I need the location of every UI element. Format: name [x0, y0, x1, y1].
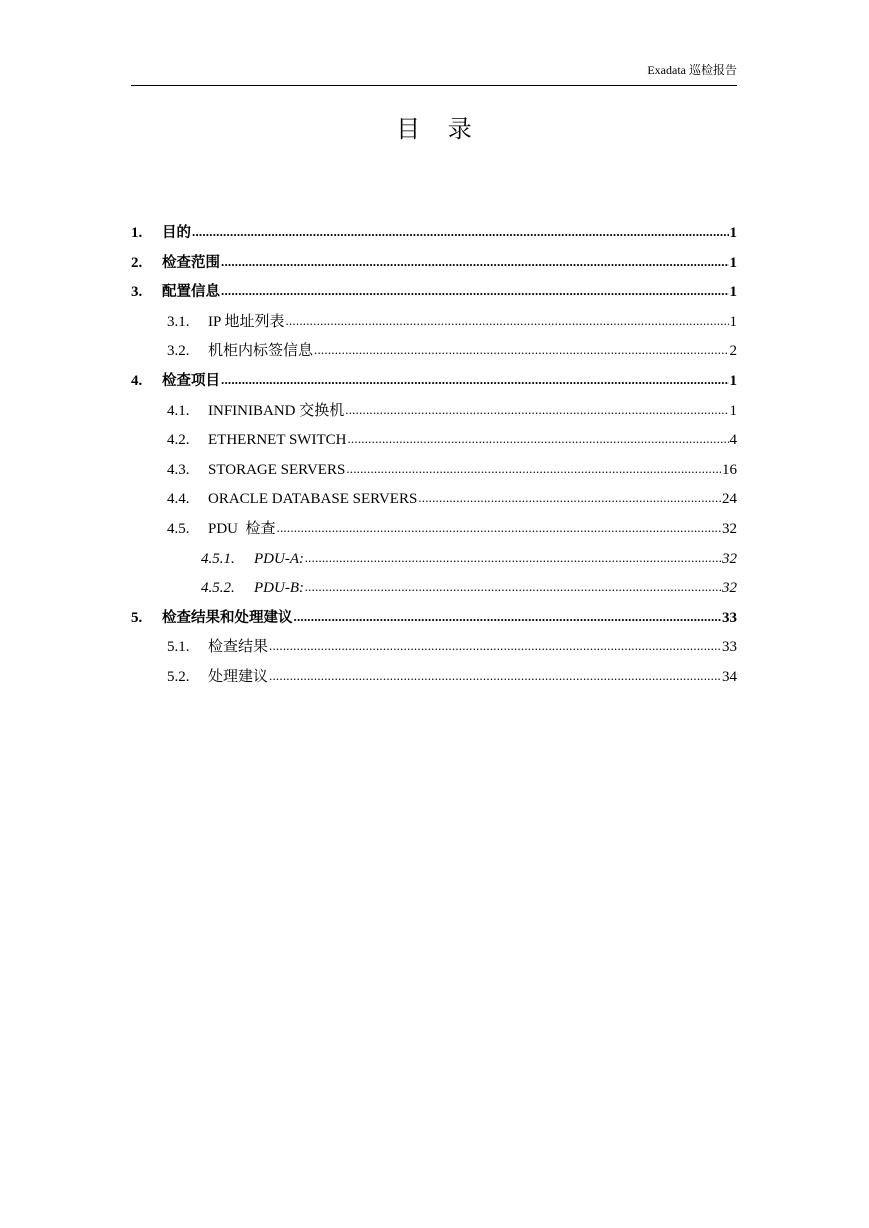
- toc-entry-number: 3.: [131, 284, 143, 301]
- toc-entry-number: 3.1.: [167, 313, 190, 330]
- toc-entry-label: 检查范围: [162, 254, 220, 271]
- toc-entry-label: 配置信息: [162, 284, 220, 301]
- toc-entry-page: 34: [722, 668, 737, 685]
- toc-entry-page: 32: [722, 550, 737, 567]
- toc-entry-4[interactable]: [131, 366, 737, 396]
- toc-entry-2[interactable]: [131, 248, 737, 278]
- toc-entry-page: 1: [729, 225, 737, 241]
- toc-entry-4-5-1[interactable]: [131, 544, 737, 574]
- dot-leader: [345, 395, 728, 425]
- toc-entry-4-1[interactable]: [131, 396, 737, 426]
- toc-entry-4-5-2[interactable]: [131, 573, 737, 603]
- toc-entry-label: 目的: [162, 225, 191, 241]
- dot-leader: [347, 424, 728, 454]
- toc-entry-number: 5.1.: [167, 639, 190, 656]
- toc-entry-number: 4.1.: [167, 402, 190, 419]
- toc-entry-label: 机柜内标签信息: [208, 343, 314, 360]
- toc-entry-page: 2: [729, 343, 737, 360]
- table-of-contents: [131, 218, 737, 692]
- toc-entry-label: 检查结果: [208, 639, 269, 656]
- toc-entry-number: 5.: [131, 609, 143, 626]
- toc-entry-5-1[interactable]: [131, 632, 737, 662]
- header-rule: [131, 85, 737, 86]
- toc-entry-label: 检查项目: [162, 372, 220, 389]
- toc-entry-4-2[interactable]: [131, 425, 737, 455]
- toc-entry-number: 1.: [131, 225, 143, 241]
- toc-entry-5-2[interactable]: [131, 662, 737, 692]
- toc-entry-3[interactable]: [131, 277, 737, 307]
- toc-title: 目 录: [396, 115, 482, 143]
- toc-entry-page: 32: [722, 520, 737, 537]
- toc-entry-4-5[interactable]: [131, 514, 737, 544]
- toc-entry-number: 4.5.1.: [201, 550, 235, 567]
- toc-entry-1[interactable]: [131, 218, 737, 248]
- toc-entry-label: PDU 检查: [208, 520, 276, 537]
- dot-leader: [269, 631, 721, 661]
- toc-entry-number: 4.2.: [167, 432, 190, 449]
- toc-entry-3-1[interactable]: [131, 307, 737, 337]
- toc-entry-number: 4.5.2.: [201, 580, 235, 597]
- toc-entry-label: 处理建议: [208, 668, 269, 685]
- toc-entry-page: 1: [729, 402, 737, 419]
- toc-entry-page: 1: [729, 284, 737, 301]
- toc-entry-page: 33: [722, 609, 737, 626]
- toc-entry-page: 4: [729, 432, 737, 449]
- dot-leader: [286, 306, 729, 336]
- toc-entry-label: STORAGE SERVERS: [208, 461, 346, 478]
- toc-entry-label: INFINIBAND 交换机: [208, 402, 345, 419]
- toc-entry-label: ORACLE DATABASE SERVERS: [208, 491, 418, 508]
- dot-leader: [221, 365, 729, 395]
- toc-entry-page: 1: [729, 372, 737, 389]
- toc-entry-3-2[interactable]: [131, 336, 737, 366]
- toc-entry-page: 1: [729, 254, 737, 271]
- dot-leader: [305, 572, 721, 602]
- toc-entry-page: 24: [722, 491, 737, 508]
- toc-entry-label: PDU-A:: [254, 550, 304, 567]
- toc-entry-4-3[interactable]: [131, 455, 737, 485]
- dot-leader: [418, 483, 721, 513]
- toc-entry-number: 4.: [131, 372, 143, 389]
- toc-entry-label: ETHERNET SWITCH: [208, 432, 347, 449]
- dot-leader: [277, 513, 721, 543]
- toc-entry-label: 检查结果和处理建议: [162, 609, 293, 626]
- dot-leader: [192, 217, 729, 247]
- running-header-title: Exadata 巡检报告: [647, 63, 737, 77]
- dot-leader: [346, 454, 721, 484]
- toc-entry-number: 4.4.: [167, 491, 190, 508]
- toc-entry-page: 16: [722, 461, 737, 478]
- toc-entry-page: 1: [729, 313, 737, 330]
- dot-leader: [305, 543, 721, 573]
- toc-entry-number: 4.5.: [167, 520, 190, 537]
- toc-entry-5[interactable]: [131, 603, 737, 633]
- toc-entry-label: IP 地址列表: [208, 313, 285, 330]
- toc-entry-label: PDU-B:: [254, 580, 304, 597]
- toc-entry-number: 3.2.: [167, 343, 190, 360]
- dot-leader: [314, 335, 728, 365]
- toc-entry-number: 5.2.: [167, 668, 190, 685]
- toc-entry-page: 33: [722, 639, 737, 656]
- dot-leader: [221, 276, 729, 306]
- toc-entry-number: 4.3.: [167, 461, 190, 478]
- dot-leader: [221, 247, 729, 277]
- toc-entry-page: 32: [722, 580, 737, 597]
- toc-entry-number: 2.: [131, 254, 143, 271]
- toc-entry-4-4[interactable]: [131, 484, 737, 514]
- dot-leader: [294, 602, 722, 632]
- dot-leader: [269, 661, 721, 691]
